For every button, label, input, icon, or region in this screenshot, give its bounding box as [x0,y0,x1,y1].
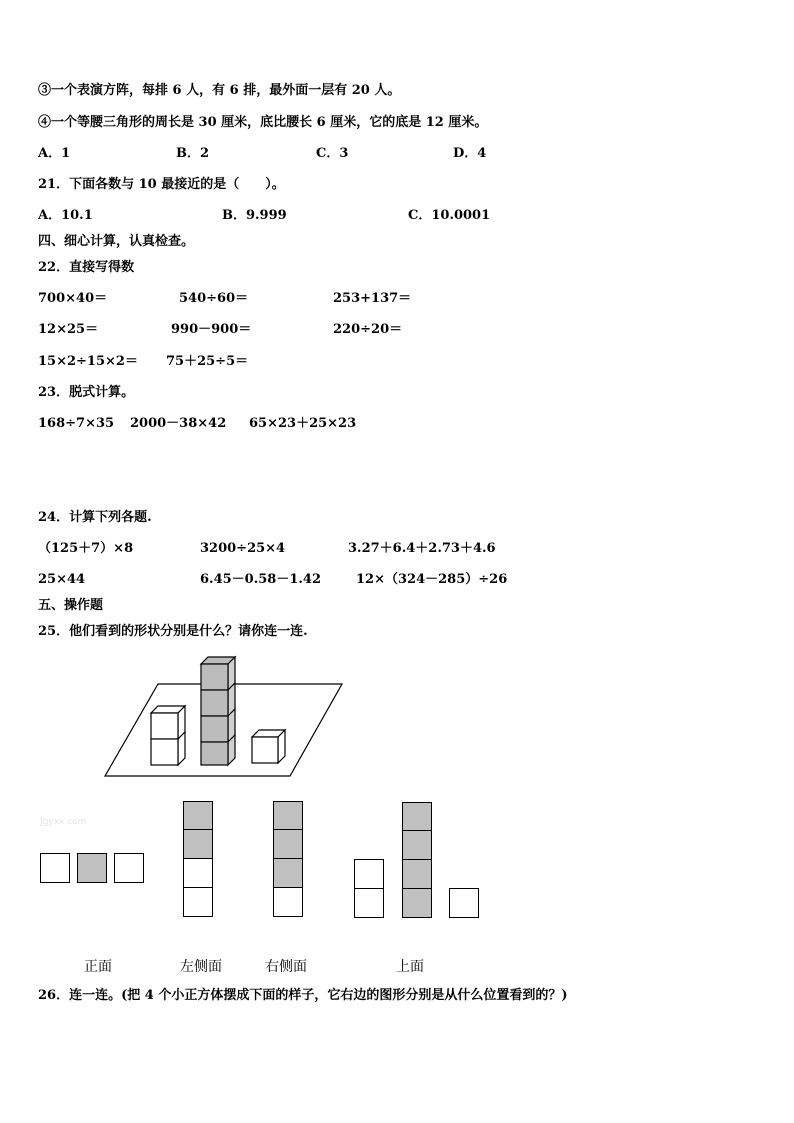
q22-r2-c2: 990－900＝ [171,322,252,337]
left-cube-stack [151,706,185,765]
q21-option-c: C．10.0001 [408,208,491,223]
view-1-square-grey [77,853,107,883]
q22-stem: 22．直接写得数 [38,260,135,275]
q20-option-c: C．3 [316,146,349,161]
q25-stem: 25．他们看到的形状分别是什么？请你连一连. [38,624,308,639]
q22-r1-c3: 253+137＝ [333,291,412,306]
q21-option-a: A．10.1 [38,208,93,223]
view-4-square-grey [402,802,432,831]
q23-stem: 23．脱式计算。 [38,385,135,400]
q23-item-1: 168÷7×35 [38,416,115,431]
view-4-square-grey [402,830,432,860]
view-4-square [354,859,384,889]
view-1-square [114,853,144,883]
q24-r1-c3: 3.27＋6.4＋2.73＋4.6 [348,541,496,556]
label-left-side[interactable]: 左侧面 [180,959,222,975]
q20-item-4: ④一个等腰三角形的周长是 30 厘米，底比腰长 6 厘米，它的底是 12 厘米。 [38,115,488,130]
q26-stem: 26．连一连。(把 4 个小正方体摆成下面的样子，它右边的图形分别是从什么位置看到的？) [38,988,568,1003]
section-4-heading: 四、细心计算，认真检查。 [38,234,195,249]
q20-item-3: ③一个表演方阵，每排 6 人，有 6 排，最外面一层有 20 人。 [38,83,401,98]
view-4-square-grey [402,888,432,918]
q20-option-a: A．1 [38,146,71,161]
q22-r1-c1: 700×40＝ [38,291,108,306]
middle-cube-stack [201,657,235,765]
q24-r1-c1: （125＋7）×8 [38,541,134,556]
view-4-square-grey [402,859,432,889]
view-2-square-grey [183,829,213,859]
q23-item-2: 2000－38×42 [130,416,227,431]
q22-r3-c2: 75＋25÷5＝ [166,354,249,369]
q24-r2-c1: 25×44 [38,572,86,587]
right-single-cube [252,730,285,763]
watermark: Jgyxx.com [40,817,87,827]
q22-r2-c3: 220÷20＝ [333,322,403,337]
view-4-square [354,888,384,918]
view-3-square-grey [273,801,303,830]
q22-r2-c1: 12×25＝ [38,322,99,337]
view-2-square [183,858,213,888]
view-3-square [273,887,303,917]
q22-r1-c2: 540÷60＝ [179,291,249,306]
label-top[interactable]: 上面 [396,959,424,975]
q24-stem: 24．计算下列各题. [38,510,152,525]
view-4-square [449,888,479,918]
view-1-square [40,853,70,883]
q21-stem: 21．下面各数与 10 最接近的是（ ）。 [38,177,285,192]
q24-r2-c3: 12×（324－285）÷26 [356,572,508,587]
q24-r2-c2: 6.45－0.58－1.42 [200,572,321,587]
view-3-square-grey [273,858,303,888]
q20-option-d: D．4 [453,146,487,161]
view-2-square [183,887,213,917]
q20-option-b: B．2 [176,146,210,161]
q24-r1-c2: 3200÷25×4 [200,541,286,556]
view-3-square-grey [273,829,303,859]
section-5-heading: 五、操作题 [38,598,104,613]
view-2-square-grey [183,801,213,830]
label-right-side[interactable]: 右侧面 [265,959,307,975]
q21-option-b: B．9.999 [222,208,287,223]
q23-item-3: 65×23＋25×23 [249,416,357,431]
q22-r3-c1: 15×2÷15×2＝ [38,354,138,369]
label-front[interactable]: 正面 [84,959,112,975]
